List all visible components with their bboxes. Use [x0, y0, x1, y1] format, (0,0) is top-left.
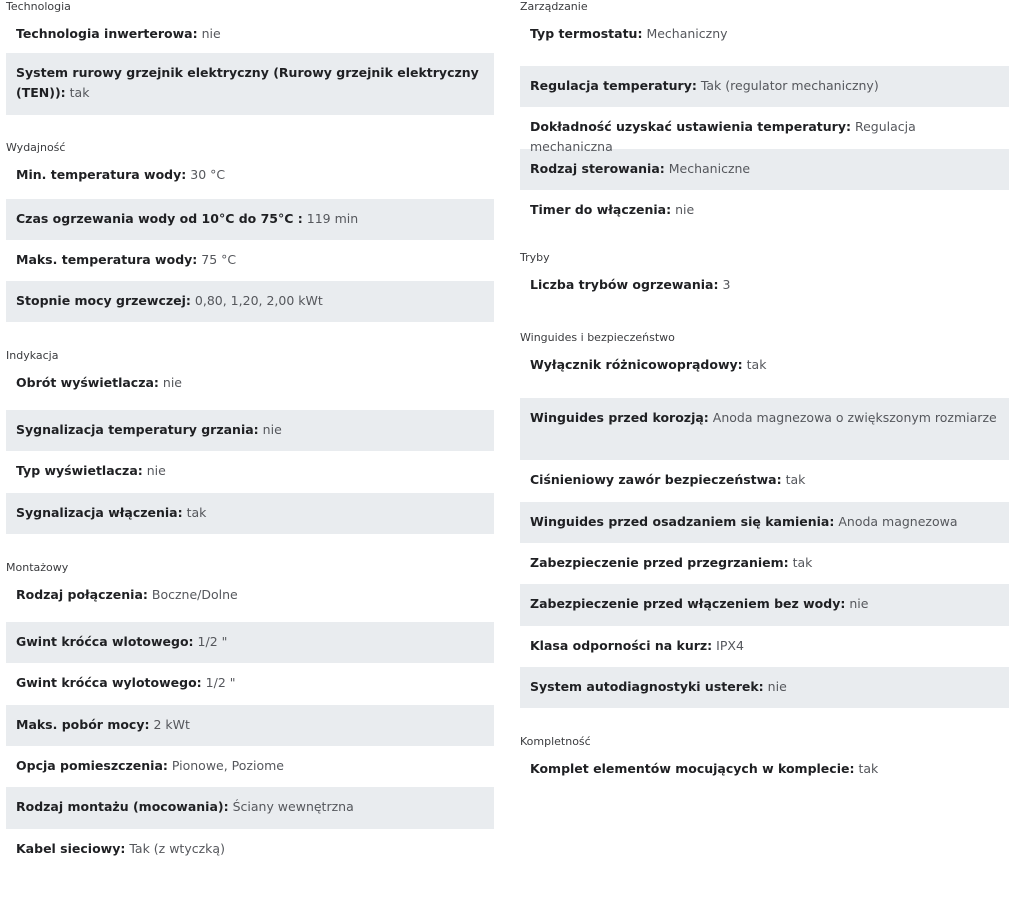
spec-row — [6, 451, 494, 493]
spec-label: Sygnalizacja temperatury grzania: — [16, 422, 259, 437]
spec-value: 2 kWt — [153, 717, 190, 732]
spec-value: tak — [858, 761, 879, 776]
spec-row — [6, 787, 494, 829]
spec-row — [520, 667, 1009, 708]
spec-label: Rodzaj połączenia: — [16, 587, 148, 602]
spec-value: nie — [201, 26, 221, 41]
spec-value: Anoda magnezowa o zwiększonym rozmiarze — [712, 410, 997, 425]
spec-row — [6, 240, 494, 281]
spec-row — [6, 705, 494, 746]
section-indykacja — [6, 349, 494, 534]
spec-value: nie — [162, 375, 182, 390]
section-title: Wydajność — [6, 141, 66, 154]
section-kompletnosc — [520, 735, 1009, 796]
spec-row — [6, 53, 494, 115]
spec-label: Gwint króćca wylotowego: — [16, 675, 202, 690]
spec-value: nie — [767, 679, 787, 694]
spec-value: 119 min — [306, 211, 359, 226]
spec-row — [6, 14, 494, 53]
spec-row — [520, 543, 1009, 584]
spec-label: Czas ogrzewania wody od 10°C do 75°C : — [16, 211, 303, 226]
spec-value: tak — [186, 505, 207, 520]
spec-value: Anoda magnezowa — [838, 514, 958, 529]
spec-value: Boczne/Dolne — [151, 587, 238, 602]
spec-row — [520, 345, 1009, 398]
spec-label: Rodzaj montażu (mocowania): — [16, 799, 229, 814]
spec-row — [520, 190, 1009, 231]
spec-row — [6, 575, 494, 622]
spec-value: Ściany wewnętrzna — [232, 799, 354, 814]
spec-label: Typ termostatu: — [530, 26, 643, 41]
spec-label: Min. temperatura wody: — [16, 167, 187, 182]
spec-value: 0,80, 1,20, 2,00 kWt — [194, 293, 323, 308]
spec-row — [520, 584, 1009, 626]
section-title: Tryby — [520, 251, 550, 264]
spec-row — [6, 363, 494, 410]
section-bezpieczenstwo — [520, 331, 1009, 708]
spec-value: Mechaniczny — [646, 26, 728, 41]
spec-label: Timer do włączenia: — [530, 202, 672, 217]
spec-row — [520, 502, 1009, 543]
spec-label: Stopnie mocy grzewczej: — [16, 293, 191, 308]
section-title: Winguides i bezpieczeństwo — [520, 331, 675, 344]
spec-label: Liczba trybów ogrzewania: — [530, 277, 719, 292]
spec-value: tak — [746, 357, 767, 372]
spec-row — [520, 14, 1009, 66]
spec-label: System autodiagnostyki usterek: — [530, 679, 764, 694]
spec-row — [6, 410, 494, 451]
spec-value: IPX4 — [716, 638, 744, 653]
spec-value: Regulacja mechaniczna — [530, 119, 916, 154]
section-title: Zarządzanie — [520, 0, 588, 13]
spec-value: tak — [792, 555, 813, 570]
spec-row — [6, 746, 494, 787]
section-zarzadzanie — [520, 0, 1009, 231]
spec-value: 3 — [722, 277, 731, 292]
right-column — [520, 0, 1009, 796]
spec-label: Typ wyświetlacza: — [16, 463, 143, 478]
spec-value: nie — [146, 463, 166, 478]
spec-value: Mechaniczne — [668, 161, 751, 176]
spec-value: 1/2 " — [205, 675, 236, 690]
spec-label: Obrót wyświetlacza: — [16, 375, 159, 390]
spec-value: Tak (regulator mechaniczny) — [700, 78, 879, 93]
spec-row — [520, 398, 1009, 460]
section-wydajnosc — [6, 141, 494, 322]
spec-value: tak — [69, 85, 90, 100]
section-title: Indykacja — [6, 349, 59, 362]
spec-value: nie — [675, 202, 695, 217]
spec-row — [6, 622, 494, 663]
spec-row — [520, 626, 1009, 667]
left-column — [6, 0, 494, 859]
spec-label: Winguides przed osadzaniem się kamienia: — [530, 514, 835, 529]
spec-label: Wyłącznik różnicowoprądowy: — [530, 357, 743, 372]
spec-value: nie — [849, 596, 869, 611]
spec-label: Klasa odporności na kurz: — [530, 638, 713, 653]
spec-label: Gwint króćca wlotowego: — [16, 634, 194, 649]
spec-label: Zabezpieczenie przed włączeniem bez wody: — [530, 596, 846, 611]
spec-row — [520, 66, 1009, 107]
spec-label: Kabel sieciowy: — [16, 841, 126, 856]
section-montazowy — [6, 561, 494, 859]
spec-value: 75 °C — [201, 252, 237, 267]
spec-value: nie — [262, 422, 282, 437]
spec-label: Zabezpieczenie przed przegrzaniem: — [530, 555, 789, 570]
spec-value: 30 °C — [190, 167, 226, 182]
section-title: Kompletność — [520, 735, 591, 748]
section-title: Technologia — [6, 0, 71, 13]
section-technologia — [6, 0, 494, 115]
spec-label: Sygnalizacja włączenia: — [16, 505, 183, 520]
spec-row — [520, 749, 1009, 796]
spec-value: Tak (z wtyczką) — [129, 841, 225, 856]
spec-label: Komplet elementów mocujących w komplecie: — [530, 761, 855, 776]
spec-label: Dokładność uzyskać ustawienia temperatury: — [530, 119, 851, 134]
spec-label: Winguides przed korozją: — [530, 410, 709, 425]
spec-value: 1/2 " — [197, 634, 228, 649]
spec-row — [6, 155, 494, 199]
spec-value: Pionowe, Poziome — [171, 758, 284, 773]
spec-value: tak — [785, 472, 806, 487]
spec-row — [6, 663, 494, 705]
spec-row — [520, 460, 1009, 502]
spec-row — [6, 199, 494, 240]
spec-label: Maks. temperatura wody: — [16, 252, 198, 267]
spec-label: Rodzaj sterowania: — [530, 161, 665, 176]
spec-label: System rurowy grzejnik elektryczny (Rurowy grzejnik elektryczny (TEN)): — [16, 65, 479, 100]
spec-row — [520, 265, 1009, 319]
spec-row — [6, 829, 494, 859]
section-tryby — [520, 251, 1009, 319]
spec-label: Ciśnieniowy zawór bezpieczeństwa: — [530, 472, 782, 487]
section-title: Montażowy — [6, 561, 69, 574]
spec-label: Technologia inwerterowa: — [16, 26, 198, 41]
spec-row — [520, 107, 1009, 154]
spec-row — [6, 493, 494, 534]
spec-label: Regulacja temperatury: — [530, 78, 697, 93]
spec-row — [6, 281, 494, 322]
spec-label: Opcja pomieszczenia: — [16, 758, 168, 773]
spec-label: Maks. pobór mocy: — [16, 717, 150, 732]
